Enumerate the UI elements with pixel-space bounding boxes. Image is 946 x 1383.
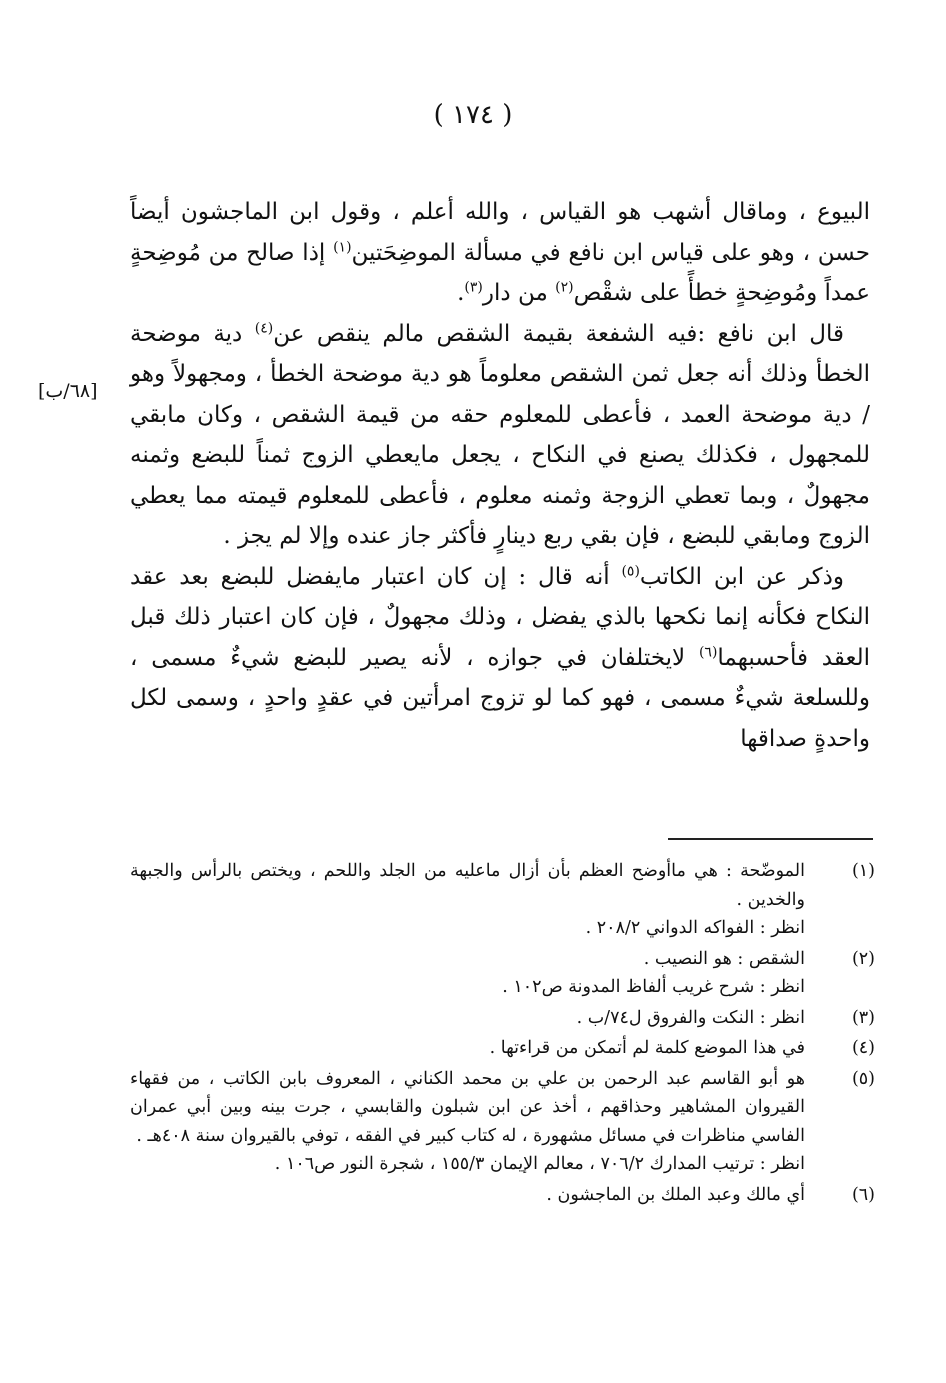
- main-text: [130, 192, 870, 759]
- text-span: .: [457, 280, 465, 306]
- text-span: وذكر عن ابن الكاتب: [639, 563, 844, 590]
- footnote-line: انظر : النكت والفروق ل٧٤/ب .: [576, 1007, 805, 1028]
- paragraph-1: [130, 192, 870, 314]
- footnote-line: أي مالك وعبد الملك بن الماجشون .: [546, 1184, 805, 1205]
- footnote-ref: (٢): [555, 279, 574, 296]
- margin-folio-note: [٦٨/ب]: [38, 380, 98, 402]
- footnote-line: الموضّحة : هي ماأوضح العظم بأن أزال ماعليه من الجلد واللحم ، ويختص بالرأس والجبهة والخدين .: [130, 861, 805, 910]
- paragraph-3: [130, 557, 870, 760]
- footnote-divider: [668, 838, 873, 840]
- text-span: البيوع ، وماقال أشهب هو القياس ، والله أعلم ، وقول ابن الماجشون أيضاً حسن ، وهو على قياس ابن نافع في مسألة الموضِحَتين: [130, 199, 871, 266]
- footnote-5: [130, 1065, 875, 1179]
- footnote-1: [130, 857, 875, 943]
- footnote-3: [130, 1004, 875, 1033]
- footnote-2: [130, 945, 875, 1002]
- footnote-line: في هذا الموضع كلمة لم أتمكن من قراءتها .: [489, 1038, 805, 1058]
- footnote-line: انظر : الفواكه الدواني ٢٠٨/٢ .: [585, 918, 805, 938]
- page-number: ( ١٧٤ ): [433, 100, 513, 130]
- footnote-number: (٣): [851, 1007, 875, 1028]
- footnote-number: (٦): [851, 1184, 875, 1205]
- text-span: قال ابن نافع :فيه الشفعة بقيمة الشقص مالم ينقص عن: [273, 320, 844, 347]
- text-span: إذا صالح من مُوضِحةٍ عمداً ومُوضِحةٍ خطأً على شقْص: [130, 239, 870, 306]
- footnote-number: (١): [851, 861, 875, 881]
- paragraph-2: [130, 314, 870, 557]
- footnote-4: [130, 1034, 875, 1063]
- footnote-6: [130, 1181, 875, 1210]
- text-span: دية موضحة الخطأ وذلك أنه جعل ثمن الشقص معلوماً هو دية موضحة الخطأ ، ومجهولاً وهو / دية موضحة العمد ، فأعطى للمعلوم حقه من قيمة الشقص ، وكان مابقي للمجهول ، فكذلك يصنع في النكاح ، يجعل مايعطي الزوج ثمناً للبضع وثمنه مجهولٌ ، وبما تعطي الزوجة وثمنه معلوم ، فأعطى للمعلوم قيمته مما يعطي الزوج ومابقي للبضع ، فإن بقي ربع دينارٍ فأكثر جاز عنده وإلا لم يجز .: [130, 320, 870, 549]
- footnote-number: (٤): [851, 1038, 875, 1058]
- footnote-line: انظر : ترتيب المدارك ٧٠٦/٢ ، معالم الإيمان ١٥٥/٣ ، شجرة النور ص١٠٦ .: [274, 1154, 805, 1174]
- text-span: لايختلفان في جوازه ، لأنه يصير للبضع شيءٌ مسمى ، وللسلعة شيءٌ مسمى ، فهو كما لو تزوج امرأتين في عقدٍ واحدٍ ، وسمى لكل واحدةٍ صداقها: [130, 644, 870, 752]
- text-span: من دار: [482, 280, 556, 306]
- footnote-ref: (١): [333, 238, 352, 255]
- footnote-number: (٥): [851, 1068, 875, 1089]
- footnote-number: (٢): [851, 948, 875, 969]
- footnote-ref: (٦): [698, 643, 718, 660]
- footnote-line: انظر : شرح غريب ألفاظ المدونة ص١٠٢ .: [502, 977, 805, 997]
- footnotes: [130, 857, 875, 1211]
- footnote-ref: (٥): [621, 562, 640, 579]
- footnote-line: الشقص : هو النصيب .: [643, 948, 805, 969]
- footnote-line: هو أبو القاسم عبد الرحمن بن علي بن محمد الكناني ، المعروف بابن الكاتب ، من فقهاء القيروان المشاهير وحذاقهم ، أخذ عن ابن شبلون والقابسي ، جرت بينه وبين أبي عمران الفاسي مناظرات في مسائل مشهورة ، له كتاب كبير في الفقه ، توفي بالقيروان سنة ٤٠٨هـ .: [130, 1068, 805, 1146]
- footnote-ref: (٤): [254, 319, 274, 336]
- footnote-ref: (٣): [464, 279, 483, 296]
- text-span: أنه قال : إن كان اعتبار مايفضل للبضع بعد عقد النكاح فكأنه إنما نكحها بالذي يفضل ، وذلك مجهولٌ ، فإن كان اعتبار ذلك قبل العقد فأحسبهما: [130, 563, 870, 671]
